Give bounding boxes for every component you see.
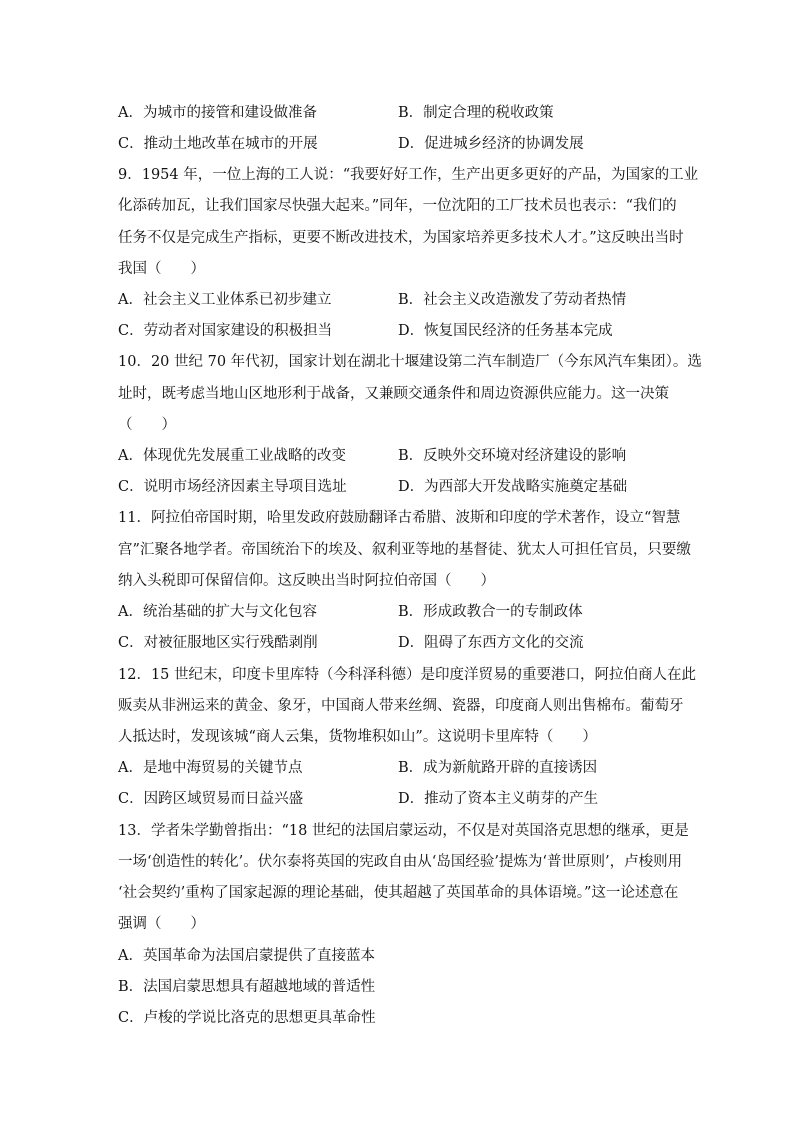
q10-options-row-2 (118, 477, 678, 497)
q12-option-c[interactable]: C．因跨区域贸易而日益兴盛 (118, 791, 304, 807)
q9-stem-line-3: 任务不仅是完成生产指标，更要不断改进技术，为国家培养更多技术人才。”这反映出当时 (118, 230, 684, 246)
q8-option-a[interactable]: A．为城市的接管和建设做准备 (118, 105, 317, 121)
q10-stem-line-3: （ ） (118, 417, 176, 433)
q10-option-a[interactable]: A．体现优先发展重工业战略的改变 (118, 448, 346, 464)
q9-option-c[interactable]: C．劳动者对国家建设的积极担当 (118, 323, 333, 339)
q9-stem-line-2: 化添砖加瓦，让我们国家尽快强大起来。”同年，一位沈阳的工厂技术员也表示：“我们的 (118, 198, 677, 214)
q10-options-row-1 (118, 446, 678, 466)
q10-option-d[interactable]: D．为西部大开发战略实施奠定基础 (398, 479, 628, 495)
q12-options-row-1 (118, 758, 678, 778)
q10-option-c[interactable]: C．说明市场经济因素主导项目选址 (118, 479, 347, 495)
q11-option-c[interactable]: C．对被征服地区实行残酷剥削 (118, 635, 318, 651)
q12-option-a[interactable]: A．是地中海贸易的关键节点 (118, 760, 303, 776)
q11-stem-line-2: 宫”汇聚各地学者。帝国统治下的埃及、叙利亚等地的基督徒、犹太人可担任官员，只要缴 (118, 542, 691, 558)
q9-option-a[interactable]: A．社会主义工业体系已初步建立 (118, 292, 332, 308)
q9-options-row-1 (118, 290, 678, 310)
q8-option-b[interactable]: B．制定合理的税收政策 (398, 105, 554, 121)
q9-options-row-2 (118, 321, 678, 341)
q9-option-b[interactable]: B．社会主义改造激发了劳动者热情 (398, 292, 627, 308)
q11-option-a[interactable]: A．统治基础的扩大与文化包容 (118, 604, 317, 620)
q9-stem-line-4: 我国（ ） (118, 261, 205, 277)
q8-options-row-1 (118, 103, 678, 123)
q10-stem-line-1: 10．20 世纪 70 年代初，国家计划在湖北十堰建设第二汽车制造厂（今东风汽车集团）。选 (118, 354, 702, 370)
q12-options-row-2 (118, 789, 678, 809)
q11-stem-line-1: 11．阿拉伯帝国时期，哈里发政府鼓励翻译古希腊、波斯和印度的学术著作，设立“智慧 (118, 510, 681, 526)
q9-stem-line-1: 9．1954 年，一位上海的工人说：“我要好好工作，生产出更多更好的产品，为国家的工业 (118, 167, 699, 183)
q8-options-row-2 (118, 134, 678, 154)
q12-option-b[interactable]: B．成为新航路开辟的直接诱因 (398, 760, 598, 776)
q10-stem-line-2: 址时，既考虑当地山区地形利于战备，又兼顾交通条件和周边资源供应能力。这一决策 (118, 386, 669, 402)
q13-stem-line-2: 一场‘创造性的转化’。伏尔泰将英国的宪政自由从‘岛国经验’提炼为‘普世原则’，卢梭则用 (118, 854, 683, 870)
q8-option-c[interactable]: C．推动土地改革在城市的开展 (118, 136, 318, 152)
q13-stem-line-3: ‘社会契约’重构了国家起源的理论基础，使其超越了英国革命的具体语境。”这一论述意在 (118, 885, 679, 901)
q12-option-d[interactable]: D．推动了资本主义萌芽的产生 (398, 791, 599, 807)
q8-option-d[interactable]: D．促进城乡经济的协调发展 (398, 136, 584, 152)
q12-stem-line-1: 12．15 世纪末，印度卡里库特（今科泽科德）是印度洋贸易的重要港口，阿拉伯商人在此 (118, 667, 697, 683)
q10-option-b[interactable]: B．反映外交环境对经济建设的影响 (398, 448, 627, 464)
q13-stem-line-1: 13．学者朱学勤曾指出：“18 世纪的法国启蒙运动，不仅是对英国洛克思想的继承，更是 (118, 823, 689, 839)
q11-options-row-2 (118, 633, 678, 653)
q11-option-b[interactable]: B．形成政教合一的专制政体 (398, 604, 583, 620)
q13-option-c[interactable]: C．卢梭的学说比洛克的思想更具革命性 (118, 1010, 376, 1026)
q13-option-a[interactable]: A．英国革命为法国启蒙提供了直接蓝本 (118, 948, 375, 964)
q9-option-d[interactable]: D．恢复国民经济的任务基本完成 (398, 323, 613, 339)
q13-stem-line-4: 强调（ ） (118, 916, 205, 932)
q13-option-b[interactable]: B．法国启蒙思想具有超越地域的普适性 (118, 979, 376, 995)
q11-stem-line-3: 纳入头税即可保留信仰。这反映出当时阿拉伯帝国（ ） (118, 573, 495, 589)
q11-options-row-1 (118, 602, 678, 622)
q12-stem-line-2: 贩卖从非洲运来的黄金、象牙，中国商人带来丝绸、瓷器，印度商人则出售棉布。葡萄牙 (118, 698, 684, 714)
q11-option-d[interactable]: D．阻碍了东西方文化的交流 (398, 635, 584, 651)
q12-stem-line-3: 人抵达时，发现该城“商人云集，货物堆积如山”。这说明卡里库特（ ） (118, 729, 597, 745)
